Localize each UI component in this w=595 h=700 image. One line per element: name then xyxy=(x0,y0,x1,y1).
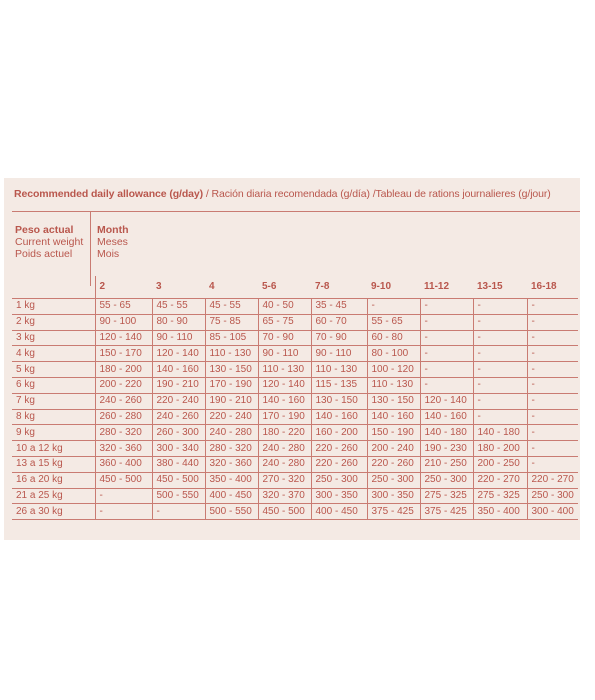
allowance-cell: - xyxy=(420,299,473,315)
weight-header-fr: Poids actuel xyxy=(15,248,73,260)
allowance-cell: - xyxy=(527,362,578,378)
allowance-cell: 380 - 440 xyxy=(152,456,205,472)
weight-column-header xyxy=(12,276,95,299)
table-row xyxy=(12,409,578,425)
allowance-cell: 110 - 130 xyxy=(205,346,258,362)
allowance-cell: 280 - 320 xyxy=(205,441,258,457)
allowance-cell: 170 - 190 xyxy=(258,409,311,425)
allowance-cell: 90 - 110 xyxy=(311,346,367,362)
weight-header xyxy=(15,224,83,260)
table-row xyxy=(12,488,578,504)
allowance-cell: 220 - 270 xyxy=(527,472,578,488)
weight-cell: 6 kg xyxy=(12,377,95,393)
weight-header-en: Current weight xyxy=(15,236,84,248)
allowance-cell: 85 - 105 xyxy=(205,330,258,346)
age-column-header: 5-6 xyxy=(258,276,311,299)
allowance-cell: 65 - 75 xyxy=(258,314,311,330)
allowance-cell: 45 - 55 xyxy=(205,299,258,315)
allowance-cell: 450 - 500 xyxy=(95,472,152,488)
allowance-cell: - xyxy=(420,314,473,330)
allowance-cell: 140 - 180 xyxy=(420,425,473,441)
allowance-cell: 200 - 250 xyxy=(473,456,527,472)
allowance-cell: 240 - 280 xyxy=(258,456,311,472)
age-column-header: 13-15 xyxy=(473,276,527,299)
allowance-cell: 220 - 260 xyxy=(367,456,420,472)
allowance-cell: - xyxy=(473,409,527,425)
table-row xyxy=(12,362,578,378)
allowance-cell: 320 - 370 xyxy=(258,488,311,504)
age-columns-row xyxy=(12,276,578,299)
allowance-cell: 60 - 80 xyxy=(367,330,420,346)
title-divider xyxy=(12,211,580,212)
allowance-cell: 240 - 260 xyxy=(95,393,152,409)
allowance-cell: 275 - 325 xyxy=(420,488,473,504)
allowance-cell: 120 - 140 xyxy=(420,393,473,409)
allowance-cell: 220 - 270 xyxy=(473,472,527,488)
weight-cell: 21 a 25 kg xyxy=(12,488,95,504)
weight-cell: 26 a 30 kg xyxy=(12,504,95,520)
weight-cell: 4 kg xyxy=(12,346,95,362)
allowance-cell: 350 - 400 xyxy=(205,472,258,488)
header-divider xyxy=(90,212,91,286)
allowance-cell: 270 - 320 xyxy=(258,472,311,488)
allowance-cell: 275 - 325 xyxy=(473,488,527,504)
age-column-header: 4 xyxy=(205,276,258,299)
allowance-cell: 140 - 160 xyxy=(367,409,420,425)
allowance-cell: 140 - 160 xyxy=(258,393,311,409)
allowance-cell: 45 - 55 xyxy=(152,299,205,315)
allowance-cell: 90 - 100 xyxy=(95,314,152,330)
allowance-cell: - xyxy=(367,299,420,315)
allowance-cell: 130 - 150 xyxy=(367,393,420,409)
allowance-cell: 400 - 450 xyxy=(311,504,367,520)
age-column-header: 16-18 xyxy=(527,276,578,299)
allowance-cell: - xyxy=(473,314,527,330)
allowance-cell: 170 - 190 xyxy=(205,377,258,393)
allowance-cell: 55 - 65 xyxy=(367,314,420,330)
allowance-cell: - xyxy=(473,362,527,378)
table-row xyxy=(12,472,578,488)
allowance-cell: 110 - 130 xyxy=(367,377,420,393)
allowance-cell: 450 - 500 xyxy=(152,472,205,488)
table-row xyxy=(12,377,578,393)
allowance-cell: 115 - 135 xyxy=(311,377,367,393)
weight-cell: 3 kg xyxy=(12,330,95,346)
allowance-cell: - xyxy=(473,377,527,393)
allowance-cell: - xyxy=(527,330,578,346)
allowance-cell: 280 - 320 xyxy=(95,425,152,441)
allowance-cell: 240 - 280 xyxy=(205,425,258,441)
weight-cell: 7 kg xyxy=(12,393,95,409)
age-header xyxy=(97,224,129,260)
allowance-cell: - xyxy=(420,362,473,378)
allowance-cell: 70 - 90 xyxy=(258,330,311,346)
allowance-cell: - xyxy=(527,409,578,425)
allowance-cell: 140 - 160 xyxy=(152,362,205,378)
allowance-cell: - xyxy=(473,330,527,346)
allowance-cell: - xyxy=(527,441,578,457)
allowance-cell: 120 - 140 xyxy=(258,377,311,393)
allowance-cell: 190 - 210 xyxy=(205,393,258,409)
allowance-cell: 450 - 500 xyxy=(258,504,311,520)
age-column-header: 3 xyxy=(152,276,205,299)
allowance-cell: - xyxy=(420,346,473,362)
weight-cell: 10 a 12 kg xyxy=(12,441,95,457)
allowance-cell: 300 - 350 xyxy=(367,488,420,504)
allowance-cell: - xyxy=(527,299,578,315)
allowance-cell: - xyxy=(420,377,473,393)
allowance-cell: - xyxy=(420,330,473,346)
allowance-cell: 150 - 190 xyxy=(367,425,420,441)
allowance-cell: 90 - 110 xyxy=(258,346,311,362)
age-header-en: Month xyxy=(97,224,129,236)
allowance-cell: - xyxy=(527,456,578,472)
feeding-table xyxy=(12,276,578,520)
allowance-cell: 90 - 110 xyxy=(152,330,205,346)
allowance-cell: 130 - 150 xyxy=(205,362,258,378)
table-row xyxy=(12,456,578,472)
allowance-cell: 260 - 300 xyxy=(152,425,205,441)
allowance-cell: - xyxy=(527,425,578,441)
table-row xyxy=(12,441,578,457)
allowance-cell: - xyxy=(473,393,527,409)
allowance-cell: 220 - 260 xyxy=(311,456,367,472)
allowance-cell: 220 - 240 xyxy=(205,409,258,425)
allowance-cell: 240 - 260 xyxy=(152,409,205,425)
allowance-cell: 400 - 450 xyxy=(205,488,258,504)
allowance-cell: 160 - 200 xyxy=(311,425,367,441)
allowance-cell: - xyxy=(527,377,578,393)
allowance-cell: 55 - 65 xyxy=(95,299,152,315)
allowance-cell: - xyxy=(527,393,578,409)
allowance-cell: 130 - 150 xyxy=(311,393,367,409)
age-column-header: 11-12 xyxy=(420,276,473,299)
allowance-cell: 40 - 50 xyxy=(258,299,311,315)
weight-cell: 9 kg xyxy=(12,425,95,441)
table-row xyxy=(12,299,578,315)
table-row xyxy=(12,330,578,346)
allowance-cell: 360 - 400 xyxy=(95,456,152,472)
allowance-cell: 35 - 45 xyxy=(311,299,367,315)
weight-cell: 13 a 15 kg xyxy=(12,456,95,472)
allowance-cell: 150 - 170 xyxy=(95,346,152,362)
allowance-cell: 180 - 200 xyxy=(473,441,527,457)
weight-cell: 2 kg xyxy=(12,314,95,330)
allowance-cell: 110 - 130 xyxy=(311,362,367,378)
allowance-cell: 350 - 400 xyxy=(473,504,527,520)
allowance-cell: - xyxy=(152,504,205,520)
allowance-cell: 500 - 550 xyxy=(152,488,205,504)
allowance-cell: 190 - 230 xyxy=(420,441,473,457)
table-title-bold: Recommended daily allowance (g/day) xyxy=(14,188,204,200)
allowance-cell: - xyxy=(527,314,578,330)
allowance-cell: 140 - 180 xyxy=(473,425,527,441)
allowance-cell: 260 - 280 xyxy=(95,409,152,425)
weight-cell: 1 kg xyxy=(12,299,95,315)
allowance-cell: 100 - 120 xyxy=(367,362,420,378)
table-title-rest: / Ración diaria recomendada (g/día) /Tableau de rations journalieres (g/jour) xyxy=(203,188,551,200)
allowance-cell: 375 - 425 xyxy=(420,504,473,520)
allowance-cell: 120 - 140 xyxy=(152,346,205,362)
allowance-cell: 200 - 240 xyxy=(367,441,420,457)
allowance-cell: 60 - 70 xyxy=(311,314,367,330)
age-header-es: Meses xyxy=(97,236,128,248)
allowance-cell: - xyxy=(95,488,152,504)
allowance-cell: - xyxy=(95,504,152,520)
allowance-cell: 120 - 140 xyxy=(95,330,152,346)
allowance-cell: 75 - 85 xyxy=(205,314,258,330)
feeding-table-panel xyxy=(4,178,580,540)
allowance-cell: 220 - 260 xyxy=(311,441,367,457)
allowance-cell: 220 - 240 xyxy=(152,393,205,409)
allowance-cell: 200 - 220 xyxy=(95,377,152,393)
allowance-cell: 500 - 550 xyxy=(205,504,258,520)
table-row xyxy=(12,314,578,330)
allowance-cell: 80 - 100 xyxy=(367,346,420,362)
weight-cell: 8 kg xyxy=(12,409,95,425)
age-column-header: 2 xyxy=(95,276,152,299)
allowance-cell: 140 - 160 xyxy=(420,409,473,425)
allowance-cell: 210 - 250 xyxy=(420,456,473,472)
allowance-cell: 180 - 220 xyxy=(258,425,311,441)
allowance-cell: 250 - 300 xyxy=(311,472,367,488)
age-column-header: 7-8 xyxy=(311,276,367,299)
allowance-cell: - xyxy=(473,299,527,315)
allowance-cell: 110 - 130 xyxy=(258,362,311,378)
allowance-cell: 240 - 280 xyxy=(258,441,311,457)
weight-header-es: Peso actual xyxy=(15,224,74,236)
age-header-fr: Mois xyxy=(97,248,120,260)
allowance-cell: 320 - 360 xyxy=(205,456,258,472)
allowance-cell: 70 - 90 xyxy=(311,330,367,346)
allowance-cell: 375 - 425 xyxy=(367,504,420,520)
weight-cell: 5 kg xyxy=(12,362,95,378)
allowance-cell: 140 - 160 xyxy=(311,409,367,425)
table-row xyxy=(12,504,578,520)
table-row xyxy=(12,393,578,409)
allowance-cell: 190 - 210 xyxy=(152,377,205,393)
allowance-cell: 80 - 90 xyxy=(152,314,205,330)
allowance-cell: 250 - 300 xyxy=(527,488,578,504)
allowance-cell: 300 - 400 xyxy=(527,504,578,520)
allowance-cell: 180 - 200 xyxy=(95,362,152,378)
allowance-cell: - xyxy=(527,346,578,362)
allowance-cell: 320 - 360 xyxy=(95,441,152,457)
allowance-cell: 250 - 300 xyxy=(420,472,473,488)
allowance-cell: 300 - 350 xyxy=(311,488,367,504)
allowance-cell: 250 - 300 xyxy=(367,472,420,488)
age-column-header: 9-10 xyxy=(367,276,420,299)
allowance-cell: - xyxy=(473,346,527,362)
table-row xyxy=(12,346,578,362)
table-row xyxy=(12,425,578,441)
table-title xyxy=(14,188,551,200)
weight-cell: 16 a 20 kg xyxy=(12,472,95,488)
allowance-cell: 300 - 340 xyxy=(152,441,205,457)
